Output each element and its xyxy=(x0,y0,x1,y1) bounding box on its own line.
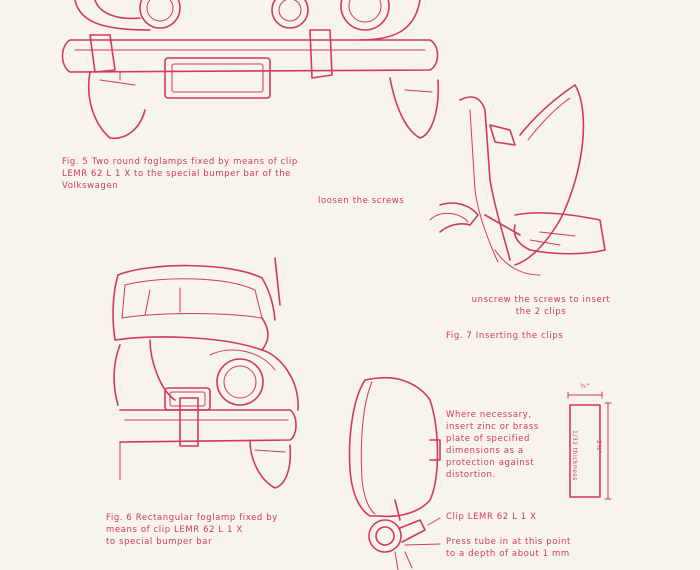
protection-plate-note: Where necessary, insert zinc or brass plate of specified dimensions as a protection against distortion. xyxy=(446,410,539,480)
plate-thickness-label: 1/32 thickness xyxy=(571,430,578,481)
foglamp-clip-detail-drawing xyxy=(350,378,440,570)
clip-label: Clip LEMR 62 L 1 X xyxy=(446,512,537,522)
plate-height-dimension: 2⅛" xyxy=(595,440,602,454)
fig6-caption: Fig. 6 Rectangular foglamp fixed by means of clip LEMR 62 L 1 X to special bumper bar xyxy=(106,513,278,547)
loosen-screws-label: loosen the screws xyxy=(318,196,405,206)
press-tube-note: Press tube in at this point to a depth of about 1 mm xyxy=(446,537,571,559)
unscrew-screws-label: unscrew the screws to insert the 2 clips xyxy=(471,295,611,317)
fig7-inserting-clips-drawing xyxy=(430,85,605,275)
fig5-caption: Fig. 5 Two round foglamps fixed by means of clip LEMR 62 L 1 X to the special bumper bar of the Volkswagen xyxy=(62,157,298,191)
fig7-caption: Fig. 7 Inserting the clips xyxy=(446,331,564,341)
fig5-car-front-drawing xyxy=(63,0,439,138)
plate-width-dimension: ¾" xyxy=(580,383,590,390)
fig6-car-front-drawing xyxy=(113,258,298,488)
